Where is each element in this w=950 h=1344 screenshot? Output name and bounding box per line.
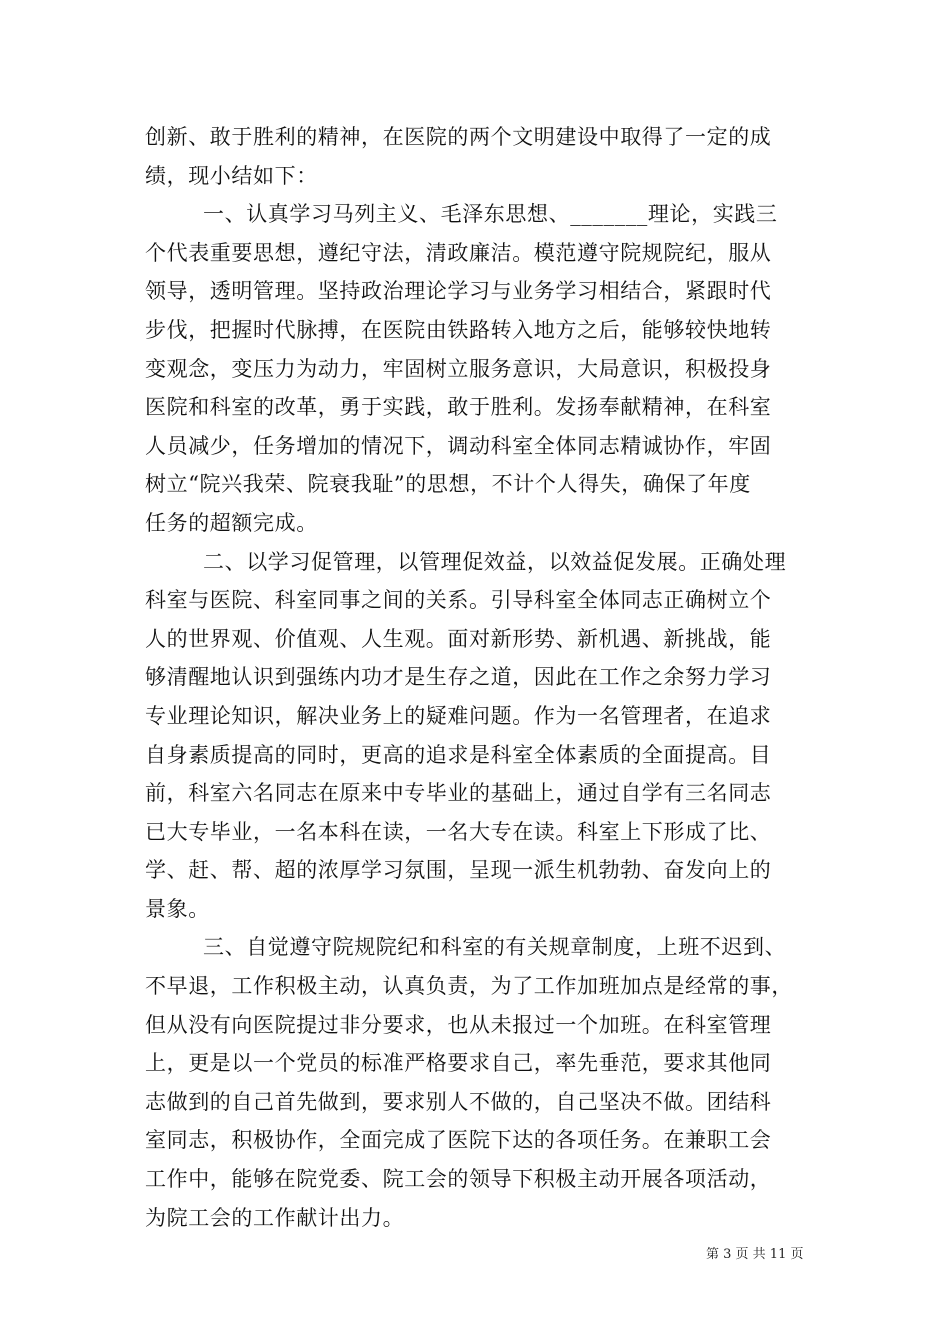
text-line: 任务的超额完成。 [145, 510, 318, 535]
text-line: 医院和科室的改革，勇于实践，敢于胜利。发扬奉献精神，在科室 [145, 395, 772, 420]
text-line: 工作中，能够在院党委、院工会的领导下积极主动开展各项活动， [145, 1167, 772, 1192]
text-line: 但从没有向医院提过非分要求，也从未报过一个加班。在科室管理 [145, 1012, 772, 1037]
text-line: 够清醒地认识到强练内功才是生存之道，因此在工作之余努力学习 [145, 665, 772, 690]
text-line: 步伐，把握时代脉搏，在医院由铁路转入地方之后，能够较快地转 [145, 317, 772, 342]
text-line: 学、赶、帮、超的浓厚学习氛围，呈现一派生机勃勃、奋发向上的 [145, 858, 772, 883]
text-line: 志做到的自己首先做到，要求别人不做的，自己坚决不做。团结科 [145, 1089, 772, 1114]
paragraph-start-line: 三、自觉遵守院规院纪和科室的有关规章制度，上班不迟到、 [203, 935, 787, 960]
text-line: 前，科室六名同志在原来中专毕业的基础上，通过自学有三名同志 [145, 781, 772, 806]
text-line: 创新、敢于胜利的精神，在医院的两个文明建设中取得了一定的成 [145, 125, 772, 149]
text-line: 变观念，变压力为动力，牢固树立服务意识，大局意识，积极投身 [145, 356, 772, 381]
text-line: 科室与医院、科室同事之间的关系。引导科室全体同志正确树立个 [145, 588, 772, 613]
body-text [145, 118, 825, 1237]
text-line: 自身素质提高的同时，更高的追求是科室全体素质的全面提高。目 [145, 742, 772, 767]
text-line: 人的世界观、价值观、人生观。面对新形势、新机遇、新挑战，能 [145, 626, 772, 651]
text-line: 绩，现小结如下： [145, 163, 318, 188]
text-line: 室同志，积极协作，全面完成了医院下达的各项任务。在兼职工会 [145, 1128, 772, 1153]
text-line: 景象。 [145, 896, 210, 921]
text-line: 领导，透明管理。坚持政治理论学习与业务学习相结合，紧跟时代 [145, 279, 772, 304]
paragraph-start-line: 一、认真学习马列主义、毛泽东思想、_______理论，实践三 [203, 202, 778, 227]
text-line: 已大专毕业，一名本科在读，一名大专在读。科室上下形成了比、 [145, 819, 772, 844]
text-line: 上，更是以一个党员的标准严格要求自己，率先垂范，要求其他同 [145, 1051, 772, 1076]
text-line: 不早退，工作积极主动，认真负责，为了工作加班加点是经常的事， [145, 974, 793, 999]
text-line: 为院工会的工作献计出力。 [145, 1205, 405, 1230]
paragraph-start-line: 二、以学习促管理，以管理促效益，以效益促发展。正确处理 [203, 549, 787, 574]
text-line: 树立“院兴我荣、院衰我耻”的思想，不计个人得失，确保了年度 [145, 472, 751, 497]
text-line: 个代表重要思想，遵纪守法，清政廉洁。模范遵守院规院纪，服从 [145, 240, 772, 265]
page-number-footer: 第 3 页 共 11 页 [706, 1247, 804, 1262]
text-line: 人员减少，任务增加的情况下，调动科室全体同志精诚协作，牢固 [145, 433, 772, 458]
text-line: 专业理论知识，解决业务上的疑难问题。作为一名管理者，在追求 [145, 703, 772, 728]
